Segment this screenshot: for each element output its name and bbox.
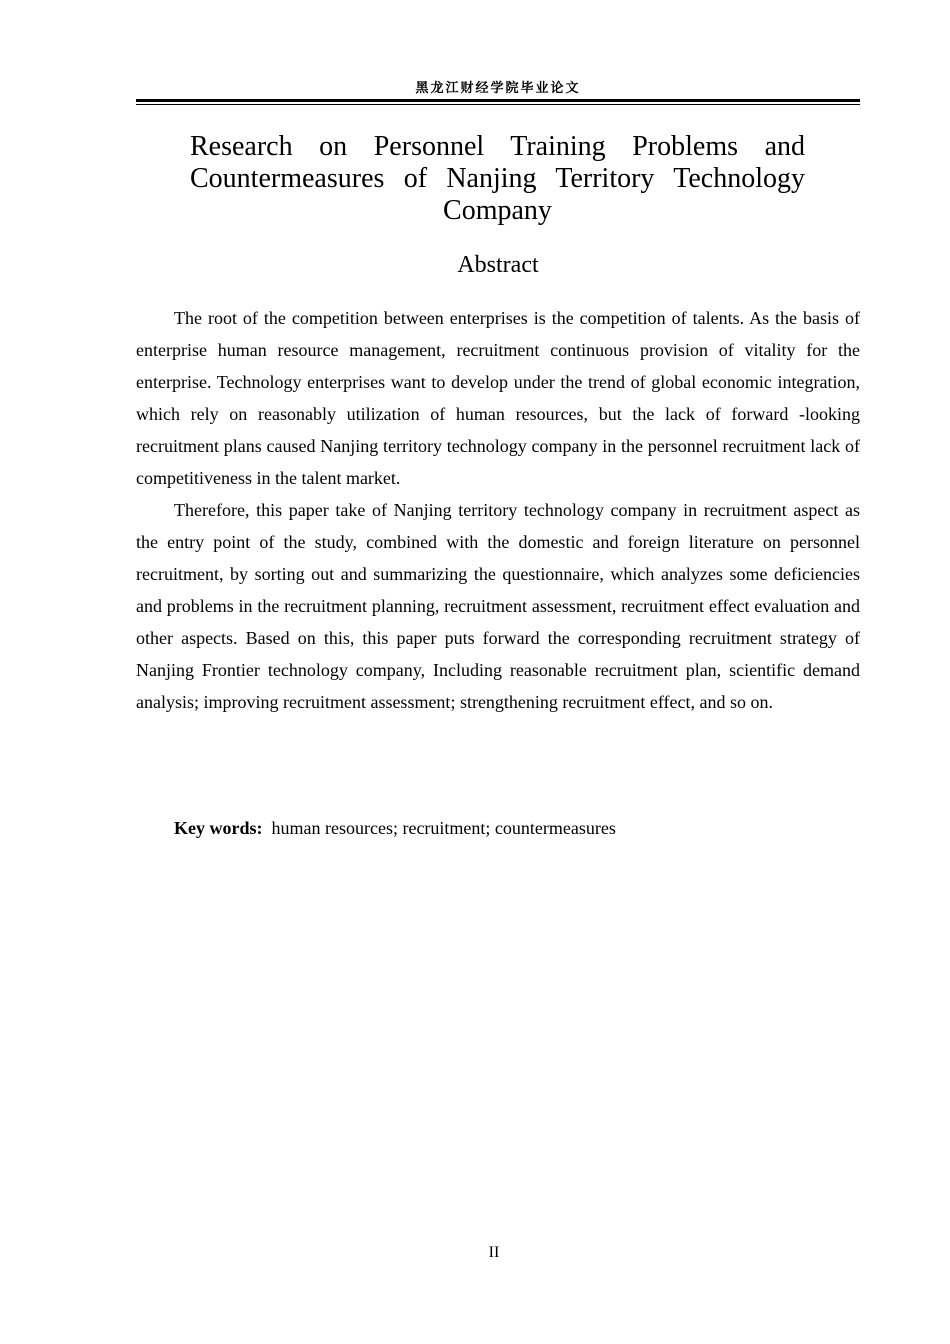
abstract-body [136, 302, 860, 718]
header-rule-thick [136, 99, 860, 102]
paper-title: Research on Personnel Training Problems and Countermeasures of Nanjing Territory Technology Company [190, 131, 805, 226]
abstract-heading: Abstract [457, 252, 539, 278]
keywords-text: human resources; recruitment; countermeasures [271, 818, 616, 838]
header-rule-thin [136, 104, 860, 105]
keywords-label: Key words: [174, 818, 263, 838]
running-header: 黑龙江财经学院毕业论文 [415, 81, 581, 96]
abstract-paragraph-1: The root of the competition between enterprises is the competition of talents. As the basis of enterprise human resource management, recruitment continuous provision of vitality for the enterprise. Technology enterprises want to develop under the trend of global economic integration, which rely on reasonably utilization of human resources, but the lack of forward -looking recruitment plans caused Nanjing territory technology company in the personnel recruitment lack of competitiveness in the talent market. [136, 308, 860, 488]
keywords [174, 812, 860, 844]
page-number: II [488, 1244, 500, 1261]
abstract-paragraph-2: Therefore, this paper take of Nanjing territory technology company in recruitment aspect as the entry point of the study, combined with the domestic and foreign literature on personnel recruitment, by sorting out and summarizing the questionnaire, which analyzes some deficiencies and problems in the recruitment planning, recruitment assessment, recruitment effect evaluation and other aspects. Based on this, this paper puts forward the corresponding recruitment strategy of Nanjing Frontier technology company, Including reasonable recruitment plan, scientific demand analysis; improving recruitment assessment; strengthening recruitment effect, and so on. [136, 500, 860, 712]
